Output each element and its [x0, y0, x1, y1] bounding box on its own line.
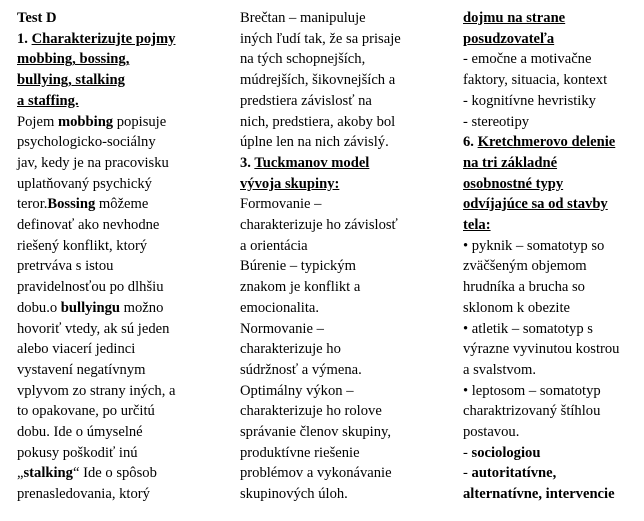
text-span: “ Ide o spôsob [72, 465, 157, 482]
text-line: - kognitívne hevristiky [463, 92, 596, 109]
question-text: Tuckmanov model [254, 154, 370, 171]
text-line: Normovanie – [240, 320, 324, 337]
text-line [17, 194, 217, 215]
text-line: charakterizuje ho rolove [240, 403, 382, 420]
text-line: múdrejších, šikovnejších a [240, 72, 396, 89]
text-line: alternatívne, intervencie [463, 486, 615, 503]
question-text: Kretchmerovo delenie [477, 134, 616, 151]
text-span: - [463, 444, 472, 461]
text-line [463, 443, 644, 464]
test-title: Test D [17, 10, 57, 26]
text-span: možno [120, 299, 164, 316]
text-span: môžeme [95, 196, 149, 213]
text-line: zväčšeným objemom [463, 258, 587, 275]
text-line: súdržnosť a výmena. [240, 361, 362, 378]
term-mobbing: mobbing [57, 113, 114, 130]
column-3 [463, 8, 644, 505]
text-line: faktory, situacia, kontext [463, 72, 608, 89]
text-line: jav, kedy je na pracovisku [17, 154, 169, 171]
question-1-heading [17, 29, 217, 50]
text-line: vplyvom zo strany iných, a [17, 382, 176, 399]
question-3-line: vývoja skupiny: [240, 175, 340, 192]
text-line [17, 298, 217, 319]
term-stalking: stalking [23, 465, 73, 482]
text-line: alebo viacerí jedinci [17, 341, 136, 358]
text-line: výrazne vyvinutou kostrou [463, 341, 620, 358]
text-span: - [463, 465, 472, 482]
text-line: vystavení negatívnym [17, 361, 146, 378]
text-line: charaktrizovaný štíhlou [463, 403, 601, 420]
bullet-item-pyknik: • pyknik – somatotyp so [463, 237, 605, 254]
question-6-heading [463, 132, 644, 153]
term-sociologiou: sociologiou [471, 444, 541, 461]
text-line: Formovanie – [240, 196, 322, 213]
text-line: úplne len na nich závislý. [240, 134, 389, 151]
text-line: Brečtan – manipuluje [240, 10, 366, 26]
text-line: riešený konflikt, ktorý [17, 237, 148, 254]
question-6-line: na tri základné [463, 154, 558, 171]
text-line: na tých schopnejších, [240, 51, 366, 68]
text-span: dobu.o [17, 299, 61, 316]
text-span: popisuje [113, 113, 167, 130]
question-number: 3. [240, 154, 255, 171]
text-line: charakterizuje ho závislosť [240, 217, 398, 234]
text-line: pokusy poškodiť inú [17, 444, 138, 461]
text-line: znakom je konflikt a [240, 279, 361, 296]
section-heading-line: posudzovateľa [463, 30, 555, 47]
text-line: emocionalita. [240, 299, 320, 316]
text-line [17, 463, 217, 484]
text-line: - emočne a motivačne [463, 51, 592, 68]
text-line: iných ľudí tak, že sa prisaje [240, 30, 401, 47]
term-autoritativne: autoritatívne, [471, 465, 557, 482]
question-number: 6. [463, 134, 478, 151]
text-line: a svalstvom. [463, 361, 536, 378]
text-span: teror. [17, 196, 48, 213]
text-line: dobu. Ide o úmyselné [17, 424, 143, 441]
text-line [463, 463, 644, 484]
text-line: charakterizuje ho [240, 341, 341, 358]
text-line: produktívne riešenie [240, 444, 360, 461]
section-heading-line: dojmu na strane [463, 10, 566, 26]
question-3-heading [240, 153, 443, 174]
question-6-line: osobnostné typy [463, 175, 564, 192]
text-line: správanie členov skupiny, [240, 424, 392, 441]
text-span: Pojem [17, 113, 58, 130]
text-line: - stereotipy [463, 113, 530, 130]
text-line: skupinových úloh. [240, 486, 348, 503]
question-number: 1. [17, 30, 32, 47]
bullet-item-leptosom: • leptosom – somatotyp [463, 382, 601, 399]
question-text: Charakterizujte pojmy [31, 30, 176, 47]
question-1-line: bullying, stalking [17, 72, 125, 89]
question-1-line: mobbing, bossing, [17, 51, 130, 68]
text-line: Optimálny výkon – [240, 382, 354, 399]
question-6-line: odvíjajúce sa od stavby [463, 196, 608, 213]
text-line: prenasledovania, ktorý [17, 486, 150, 503]
text-line: hrudníka a brucha so [463, 279, 585, 296]
text-line: nich, predstiera, akoby bol [240, 113, 396, 130]
column-1 [17, 8, 217, 505]
text-line: uplatňovaný psychický [17, 175, 152, 192]
term-bullying: bullyingu [60, 299, 121, 316]
question-1-line: a staffing. [17, 92, 79, 109]
text-line: to opakovane, po určitú [17, 403, 155, 420]
bullet-item-atletik: • atletik – somatotyp s [463, 320, 593, 337]
text-line: psychologicko-sociálny [17, 134, 156, 151]
text-span: „ [17, 465, 24, 482]
text-line: Búrenie – typickým [240, 258, 356, 275]
question-6-line: tela: [463, 217, 491, 234]
text-line: definovať ako nevhodne [17, 217, 160, 234]
text-line: pretrváva s istou [17, 258, 114, 275]
text-line: problémov a vykonávanie [240, 465, 392, 482]
text-line: hovoriť vtedy, ak sú jeden [17, 320, 170, 337]
text-line [17, 112, 217, 133]
text-line: predstiera závislosť na [240, 92, 372, 109]
text-line: sklonom k obezite [463, 299, 571, 316]
text-line: pravidelnosťou po dlhšiu [17, 279, 164, 296]
text-line: a orientácia [240, 237, 308, 254]
column-2 [240, 8, 443, 505]
text-line: postavou. [463, 424, 520, 441]
term-bossing: Bossing [47, 196, 96, 213]
